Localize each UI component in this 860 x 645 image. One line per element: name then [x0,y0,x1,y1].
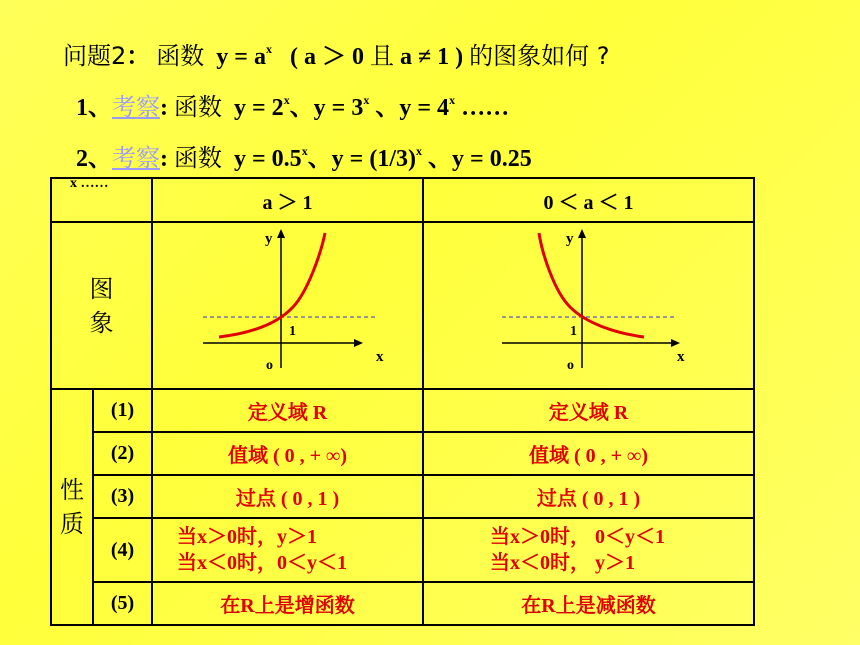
prop-row-4 [51,518,754,582]
origin-label: o [567,358,574,373]
props-label-text: 性 质 [60,476,84,538]
title-fn-word: 函数 [156,42,205,70]
origin-label: o [266,358,273,373]
graph-decreasing-cell [423,222,754,389]
y-label: y [566,231,574,247]
title-condition: ( a ＞ 0 [289,44,364,70]
item2-f1: y = 0.5 [234,146,302,172]
header-a-gt-1: a ＞ 1 [152,178,423,222]
prop-right: 值域 ( 0 , + ∞) [423,432,754,475]
item2-colon: : [160,146,168,172]
prop-num: (5) [93,582,152,625]
item1-tail: …… [455,95,510,121]
title-formula: y = a [216,44,266,70]
y-axis-arrow-icon [277,229,285,238]
prop-row-3 [51,475,754,518]
one-label: 1 [289,324,296,339]
graph-increasing-cell [152,222,423,389]
item1-colon: : [160,95,168,121]
header-a-lt-1: 0 ＜ a ＜ 1 [423,178,754,222]
item2-overflow: x …… [70,176,109,191]
prop-num: (3) [93,475,152,518]
item1-num: 1、 [76,95,112,121]
item1-kaocha-link[interactable]: 考察 [112,93,160,121]
graph-label-text: 图 象 [89,274,114,337]
x-label: x [376,349,384,365]
prop-right [423,518,754,582]
item1-f1: y = 2 [234,95,284,121]
prop-right-line1: 当x＞0时， 0＜y＜1 [490,526,665,548]
graph-decreasing [424,223,754,383]
prop-right: 过点 ( 0 , 1 ) [423,475,754,518]
title-colon: ： [126,44,151,70]
header-row [51,178,754,222]
item2-fn: 函数 [174,144,222,172]
question-prefix: 问题2 [63,42,127,70]
prop-left [152,518,423,582]
x-axis-arrow-icon [354,339,363,347]
props-label-cell [51,389,93,625]
y-label: y [265,231,273,247]
prop-row-2 [51,432,754,475]
item2-kaocha-link[interactable]: 考察 [112,144,160,172]
item2-f3: 、y = 0.25 [422,146,532,172]
prop-num: (2) [93,432,152,475]
one-label: 1 [570,324,577,339]
prop-right-line2: 当x＜0时， y＞1 [490,552,635,574]
prop-right: 定义域 R [423,389,754,432]
properties-table [50,177,755,626]
item-2: 2、考察: 函数 $y = 0.5^x$、$y = (1/3)^x$ 、y = 0.25 [76,144,532,172]
item2-f2: 、y = (1/3) [307,146,417,172]
prop-left: 值域 ( 0 , + ∞) [152,432,423,475]
prop-right: 在R上是减函数 [423,582,754,625]
prop-row-5 [51,582,754,625]
prop-left-line2: 当x＜0时，0＜y＜1 [177,552,347,574]
item1-f2: 、y = 3 [289,95,364,121]
title-sup: x [265,42,272,56]
graph-row-label [51,222,152,389]
prop-left: 在R上是增函数 [152,582,423,625]
title-rest: 的图象如何 ? [469,42,610,70]
decreasing-curve [539,233,644,337]
prop-row-1 [51,389,754,432]
title-qie: 且 [369,42,394,70]
x-label: x [677,349,685,365]
prop-num: (4) [93,518,152,582]
prop-left-line1: 当x＞0时，y＞1 [177,526,317,548]
item1-f3: 、y = 4 [369,95,450,121]
graph-row [51,222,754,389]
item2-num: 2、 [76,146,112,172]
x-axis-arrow-icon [671,339,680,347]
prop-left: 过点 ( 0 , 1 ) [152,475,423,518]
title-condition2: a ≠ 1 ) [399,44,464,70]
graph-increasing [153,223,423,383]
y-axis-arrow-icon [578,229,586,238]
prop-left: 定义域 R [152,389,423,432]
item1-fn: 函数 [174,93,222,121]
item-1: 1、考察: 函数 $y = 2^x$、$y = 3^x$ 、$y = 4^x$ …… [76,93,510,121]
increasing-curve [219,233,325,337]
prop-num: (1) [93,389,152,432]
question-title [63,36,610,71]
